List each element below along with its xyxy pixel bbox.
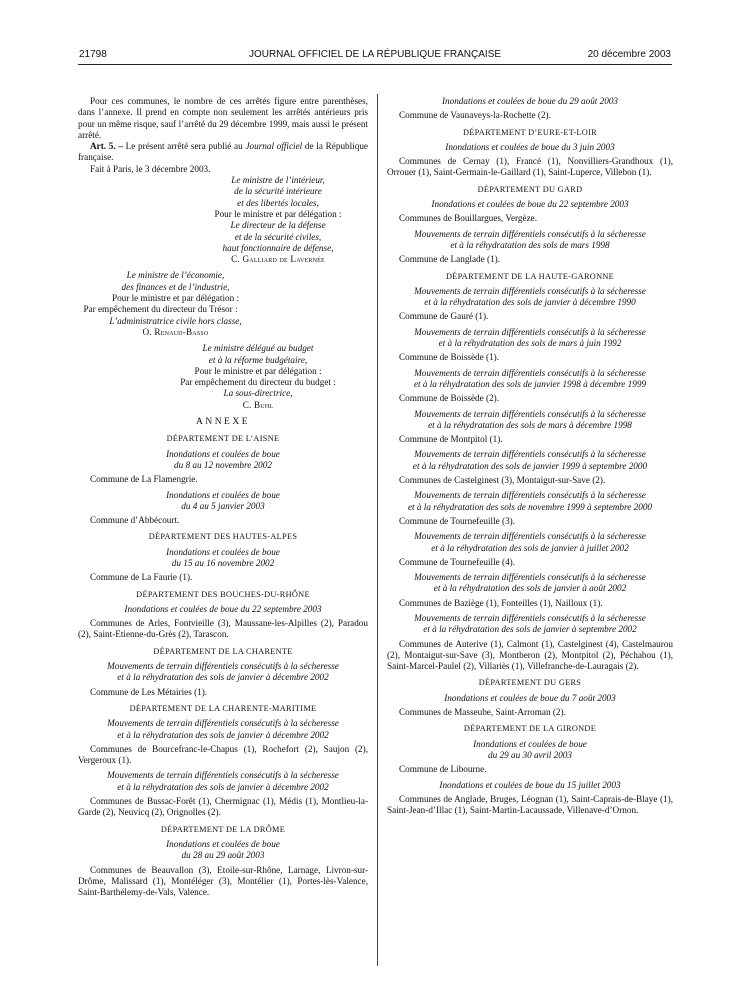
event-title: Inondations et coulées de boue du 22 septembre 2003 [431, 199, 629, 210]
commune-list: Commune de Tournefeuille (3). [399, 515, 516, 526]
event-title: Inondations et coulées de boue [166, 448, 280, 459]
right-column [387, 96, 673, 816]
event-title: Mouvements de terrain différentiels consécutifs à la sécheresse [414, 285, 646, 296]
dept-gard: DÉPARTEMENT DU GARD [477, 184, 583, 194]
header-rule [78, 64, 672, 65]
article-5-text-b: de la République française. [78, 141, 368, 163]
event-title: Inondations et coulées de boue [473, 738, 587, 749]
fait-a-paris: Fait à Paris, le 3 décembre 2003. [90, 163, 211, 174]
commune-list: Communes de Arles, Fontvieille (3), Maussane-les-Alpilles (2), Paradou (2), Saint-Etienne-du-Grès (2), Tarascon. [78, 618, 368, 640]
article-5 [78, 141, 368, 164]
article-5-label: Art. 5. – [90, 141, 123, 152]
event-title: Inondations et coulées de boue [166, 489, 280, 500]
event-title: et à la réhydratation des sols de janvier à décembre 2002 [117, 729, 329, 740]
commune-list: Commune de Langlade (1). [399, 254, 501, 265]
event-title: et à la réhydratation des sols de mars 1998 [450, 239, 610, 250]
dept-haute-garonne: DÉPARTEMENT DE LA HAUTE-GARONNE [445, 271, 615, 281]
event-title: et à la réhydratation des sols de mars à décembre 1998 [428, 419, 632, 430]
sig3-sub: La sous-directrice, [223, 388, 293, 399]
sig3-empechement: Par empêchement du directeur du budget : [180, 377, 336, 388]
event-title: du 29 au 30 avril 2003 [488, 749, 572, 760]
event-title: Mouvements de terrain différentiels consécutifs à la sécheresse [414, 367, 646, 378]
event-title: et à la réhydratation des sols de janvier 1999 à septembre 2000 [412, 460, 648, 471]
sig1-sub1: Le directeur de la défense [230, 220, 326, 231]
commune-list: Communes de Anglade, Bruges, Léognan (1), Saint-Caprais-de-Blaye (1), Saint-Jean-d’Illac (1), Saint-Martin-Lacaussade, Villenave-d’Ornon. [387, 793, 673, 816]
sig3-title1: Le ministre délégué au budget [202, 343, 314, 354]
commune-list: Commune de Les Métairies (1). [90, 686, 208, 697]
signature-interieur [188, 175, 368, 265]
sig1-sub2: et de la sécurité civiles, [234, 231, 322, 242]
event-title: Inondations et coulées de boue du 22 septembre 2003 [124, 603, 322, 614]
event-title: et à la réhydratation des sols de janvier à décembre 2002 [117, 781, 329, 792]
dept-eure-et-loir: DÉPARTEMENT D’EURE-ET-LOIR [463, 127, 597, 137]
sig2-delegation: Pour le ministre et par délégation : [111, 293, 240, 304]
intro-paragraph: Pour ces communes, le nombre de ces arrêtés figure entre parenthèses, dans l’annexe. Il prend en compte non seulement les arrêtés antérieurs pris pour un même risque, sauf l’arrêté du 29 décembre 1999, mais aussi le présent arrêté. [78, 96, 368, 140]
event-title: et à la réhydratation des sols de janvier à septembre 2002 [423, 624, 637, 635]
dept-aisne: DÉPARTEMENT DE L’AISNE [166, 434, 280, 444]
event-title: et à la réhydratation des sols de janvier à décembre 2002 [117, 672, 329, 683]
event-title: et à la réhydratation des sols de janvier à août 2002 [433, 583, 627, 594]
commune-list: Commune de Tournefeuille (4). [399, 556, 516, 567]
sig1-name: C. Galliard de Lavernée [231, 254, 325, 265]
journal-officiel-ref: Journal officiel [245, 141, 303, 152]
dept-charente-maritime: DÉPARTEMENT DE LA CHARENTE-MARITIME [129, 703, 317, 713]
event-title: Inondations et coulées de boue [166, 838, 280, 849]
event-title: du 8 au 12 novembre 2002 [174, 459, 272, 470]
journal-title: JOURNAL OFFICIEL DE LA RÉPUBLIQUE FRANÇAISE [248, 49, 502, 60]
sig3-name: C. Buhl [242, 399, 274, 410]
sig2-title2: des finances et de l’industrie, [121, 281, 230, 292]
commune-list: Commune de Montpitol (1). [399, 434, 503, 445]
dept-drome: DÉPARTEMENT DE LA DRÔME [160, 824, 286, 834]
event-title: Mouvements de terrain différentiels consécutifs à la sécheresse [414, 449, 646, 460]
event-title: Inondations et coulées de boue du 29 août 2003 [441, 96, 619, 106]
sig1-title3: et des libertés locales, [237, 197, 319, 208]
event-title: et à la réhydratation des sols de janvier à juillet 2002 [431, 542, 629, 553]
signature-budget [148, 343, 368, 411]
event-title: Mouvements de terrain différentiels consécutifs à la sécheresse [414, 326, 646, 337]
event-title: du 15 au 16 novembre 2002 [171, 557, 275, 568]
commune-list: Communes de Cernay (1), Francé (1), Nonvilliers-Grandhoux (1), Orrouer (1), Saint-Germain-le-Gaillard (1), Saint-Luperce, Villebon (1). [387, 156, 673, 178]
event-title: Mouvements de terrain différentiels consécutifs à la sécheresse [107, 661, 339, 672]
event-title: Mouvements de terrain différentiels consécutifs à la sécheresse [414, 572, 646, 583]
commune-list: Communes de Bourcefranc-le-Chapus (1), Rochefort (2), Saujon (2), Vergeroux (1). [78, 743, 368, 766]
sig2-name: O. Renaud-Basso [142, 326, 209, 337]
event-title: Inondations et coulées de boue [166, 546, 280, 557]
commune-list: Commune de Libourne. [399, 764, 487, 775]
event-title: Inondations et coulées de boue du 7 août 2003 [444, 692, 616, 703]
article-5-text-a: Le présent arrêté sera publié au [122, 141, 246, 152]
commune-list: Commune de Gauré (1). [399, 311, 489, 322]
sig2-empechement: Par empêchement du directeur du Trésor : [83, 304, 238, 315]
annexe-heading: ANNEXE [195, 417, 251, 428]
commune-list: Commune d’Abbécourt. [90, 515, 180, 526]
left-column [78, 96, 368, 898]
sig1-sub3: haut fonctionnaire de défense, [222, 242, 334, 253]
commune-list: Communes de Bussac-Forêt (1), Chermignac (1), Médis (1), Montlieu-la-Garde (2), Neuvicq (2), Orignolles (2). [78, 796, 368, 818]
event-title: du 4 au 5 janvier 2003 [181, 500, 265, 511]
commune-list: Communes de Masseube, Saint-Arroman (2). [399, 707, 566, 718]
event-title: du 28 au 29 août 2003 [181, 850, 265, 861]
commune-list: Commune de Vaunaveys-la-Rochette (2). [399, 110, 551, 121]
event-title: Inondations et coulées de boue du 15 juillet 2003 [439, 779, 621, 790]
event-title: Mouvements de terrain différentiels consécutifs à la sécheresse [414, 490, 646, 501]
issue-date: 20 décembre 2003 [587, 49, 671, 60]
sig3-delegation: Pour le ministre et par délégation : [194, 365, 322, 376]
page-header [79, 49, 671, 63]
commune-list: Communes de Beauvallon (3), Etoile-sur-Rhône, Larnage, Livron-sur-Drôme, Malissard (1), Montéléger (3), Montélier (1), Portes-lès-Valence, Saint-Barthélemy-de-Vals, Valence. [78, 864, 368, 898]
event-title: Mouvements de terrain différentiels consécutifs à la sécheresse [107, 770, 339, 781]
dept-bouches-du-rhone: DÉPARTEMENT DES BOUCHES-DU-RHÔNE [136, 589, 310, 599]
dept-gers: DÉPARTEMENT DU GERS [478, 678, 582, 688]
event-title: Mouvements de terrain différentiels consécutifs à la sécheresse [107, 718, 339, 729]
page-number: 21798 [79, 49, 107, 60]
commune-list: Communes de Baziège (1), Fonteilles (1), Nailloux (1). [399, 597, 603, 608]
sig3-title2: et à la réforme budgétaire, [208, 354, 308, 365]
dept-gironde: DÉPARTEMENT DE LA GIRONDE [463, 724, 597, 734]
sig1-title2: de la sécurité intérieure [234, 186, 322, 197]
sig2-sub: L’administratrice civile hors classe, [109, 315, 242, 326]
column-divider [377, 94, 378, 966]
signature-economie [78, 270, 273, 338]
commune-list: Commune de Boissède (1). [399, 352, 500, 363]
commune-list: Communes de Bouillargues, Vergèze. [399, 213, 538, 224]
event-title: et à la réhydratation des sols de mars à juin 1992 [438, 338, 622, 349]
commune-list: Commune de La Flamengrie. [90, 474, 198, 485]
dept-hautes-alpes: DÉPARTEMENT DES HAUTES-ALPES [148, 532, 298, 542]
event-title: Inondations et coulées de boue du 3 juin 2003 [445, 141, 615, 152]
commune-list: Commune de Boissède (2). [399, 393, 500, 404]
sig1-title1: Le ministre de l’intérieur, [231, 175, 325, 186]
event-title: et à la réhydratation des sols de novembre 1999 à septembre 2000 [407, 501, 653, 512]
sig1-delegation: Pour le ministre et par délégation : [214, 208, 342, 219]
commune-list: Commune de La Faurie (1). [90, 572, 193, 583]
commune-list: Communes de Auterive (1), Calmont (1), Castelginest (4), Castelmaurou (2), Montaigut-sur-Save (3), Montberon (2), Montpitol (2), Péchabou (1), Saint-Marcel-Paulel (2), Villariès (1), Villefranche-de-Lauragais (2). [387, 638, 673, 672]
event-title: Mouvements de terrain différentiels consécutifs à la sécheresse [414, 228, 646, 239]
event-title: Mouvements de terrain différentiels consécutifs à la sécheresse [414, 612, 646, 623]
event-title: Mouvements de terrain différentiels consécutifs à la sécheresse [414, 408, 646, 419]
commune-list: Communes de Castelginest (3), Montaigut-sur-Save (2). [399, 475, 606, 486]
event-title: et à la réhydratation des sols de janvier à décembre 1990 [424, 297, 636, 308]
dept-charente: DÉPARTEMENT DE LA CHARENTE [153, 646, 293, 656]
sig2-title1: Le ministre de l’économie, [126, 270, 225, 281]
event-title: Mouvements de terrain différentiels consécutifs à la sécheresse [414, 531, 646, 542]
event-title: et à la réhydratation des sols de janvier 1998 à décembre 1999 [413, 378, 647, 389]
